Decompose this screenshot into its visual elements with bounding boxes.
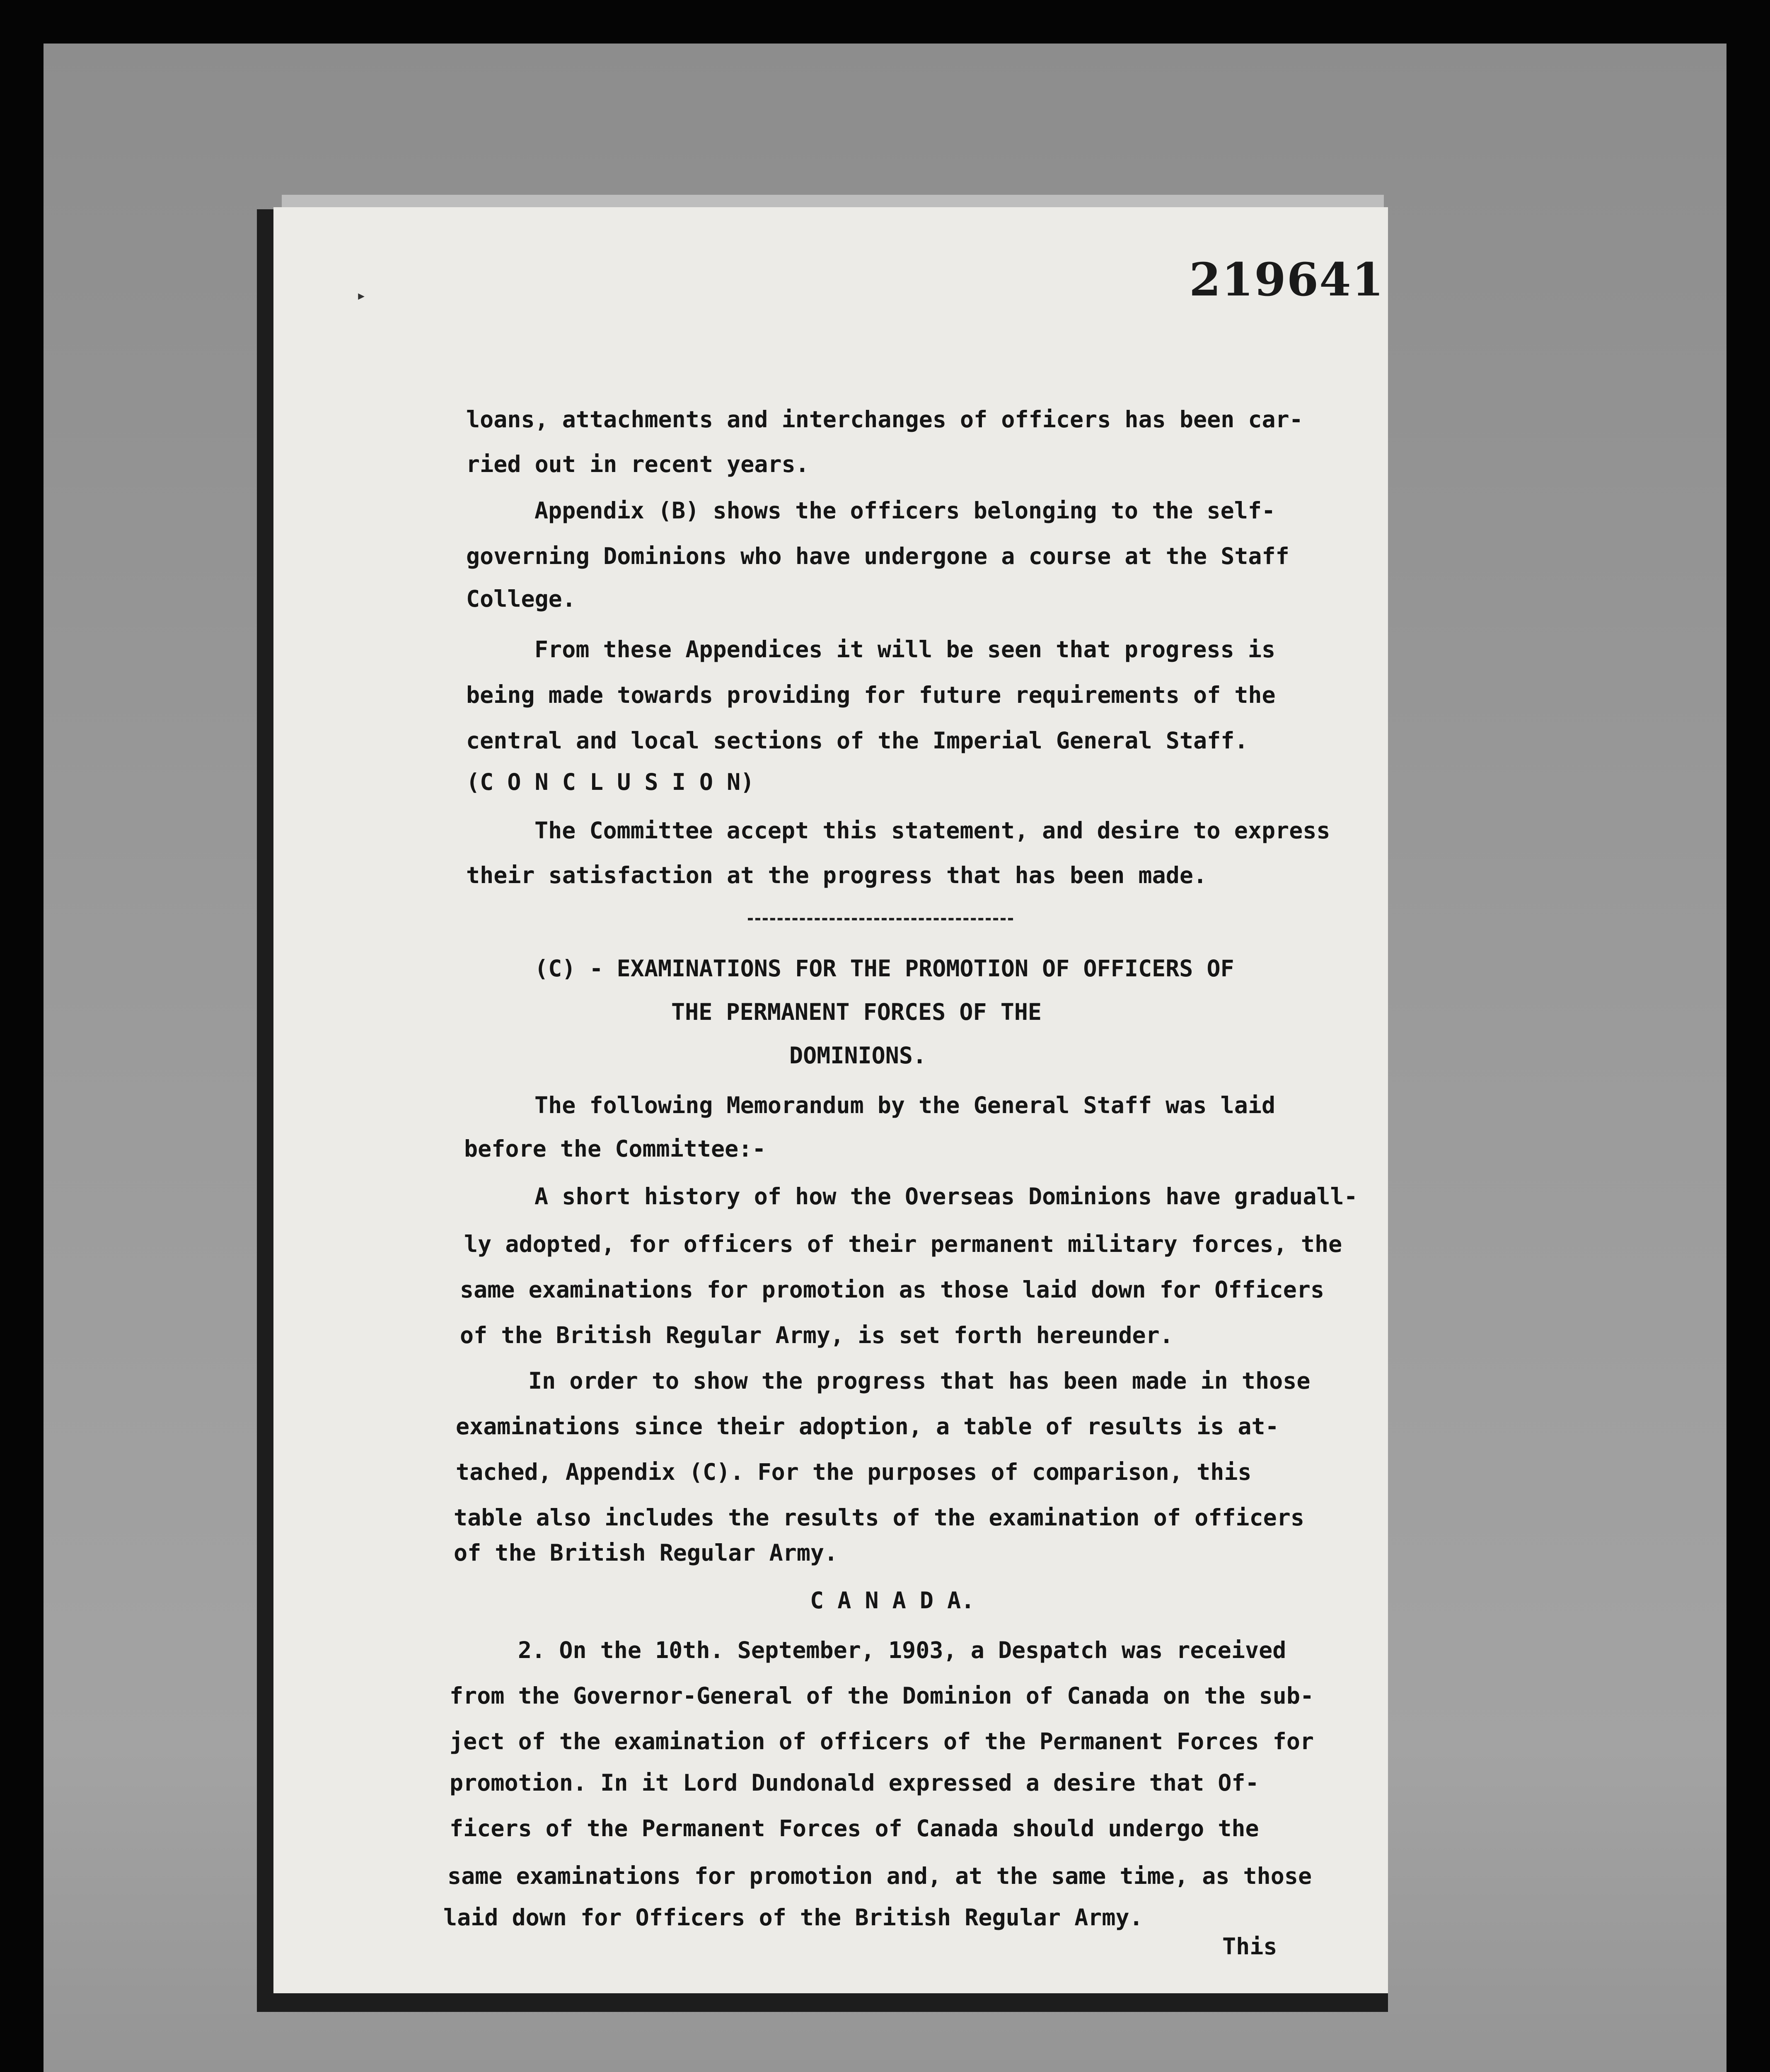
- text-line: From these Appendices it will be seen that progress is: [534, 636, 1276, 663]
- text-line: table also includes the results of the examination of officers: [454, 1504, 1304, 1531]
- text-line: In order to show the progress that has been made in those: [528, 1368, 1311, 1394]
- text-line: their satisfaction at the progress that has been made.: [466, 862, 1207, 888]
- catchword: This: [1222, 1933, 1277, 1960]
- section-heading: (C O N C L U S I O N): [466, 769, 754, 795]
- text-line: ly adopted, for officers of their permanent military forces, the: [464, 1231, 1342, 1257]
- text-line: ficers of the Permanent Forces of Canada should undergo the: [450, 1815, 1259, 1842]
- margin-mark: ▸: [356, 286, 367, 305]
- text-line: same examinations for promotion and, at the same time, as those: [447, 1863, 1312, 1889]
- text-line: ject of the examination of officers of the Permanent Forces for: [450, 1728, 1314, 1755]
- text-line: promotion. In it Lord Dundonald expressed a desire that Of-: [450, 1769, 1259, 1796]
- text-line: being made towards providing for future requirements of the: [466, 682, 1276, 708]
- section-title: THE PERMANENT FORCES OF THE: [671, 999, 1042, 1025]
- text-line: from the Governor-General of the Dominion of Canada on the sub-: [450, 1682, 1314, 1709]
- text-line: laid down for Officers of the British Regular Army.: [443, 1904, 1143, 1931]
- text-line: same examinations for promotion as those laid down for Officers: [460, 1276, 1325, 1303]
- text-line: Appendix (B) shows the officers belonging to the self-: [534, 497, 1276, 524]
- text-line: before the Committee:-: [464, 1135, 766, 1162]
- text-line: central and local sections of the Imperial General Staff.: [466, 727, 1248, 754]
- section-divider: [748, 918, 1013, 920]
- section-title: (C) - EXAMINATIONS FOR THE PROMOTION OF OFFICERS OF: [534, 955, 1234, 982]
- text-line: ried out in recent years.: [466, 451, 809, 477]
- page-number: 219641: [1189, 253, 1385, 306]
- text-line: of the British Regular Army, is set forth hereunder.: [460, 1322, 1173, 1348]
- text-line: 2. On the 10th. September, 1903, a Despatch was received: [518, 1637, 1286, 1663]
- text-line: A short history of how the Overseas Dominions have graduall-: [534, 1183, 1358, 1210]
- text-line: governing Dominions who have undergone a course at the Staff: [466, 543, 1289, 569]
- text-line: examinations since their adoption, a table of results is at-: [456, 1413, 1279, 1440]
- text-line: of the British Regular Army.: [454, 1539, 838, 1566]
- text-line: The Committee accept this statement, and desire to express: [534, 817, 1330, 844]
- text-line: College.: [466, 586, 576, 612]
- section-title: DOMINIONS.: [789, 1042, 927, 1069]
- text-line: tached, Appendix (C). For the purposes of comparison, this: [456, 1459, 1252, 1485]
- text-line: The following Memorandum by the General Staff was laid: [534, 1092, 1276, 1118]
- text-line: loans, attachments and interchanges of officers has been car-: [466, 406, 1303, 433]
- section-heading: C A N A D A.: [810, 1587, 975, 1614]
